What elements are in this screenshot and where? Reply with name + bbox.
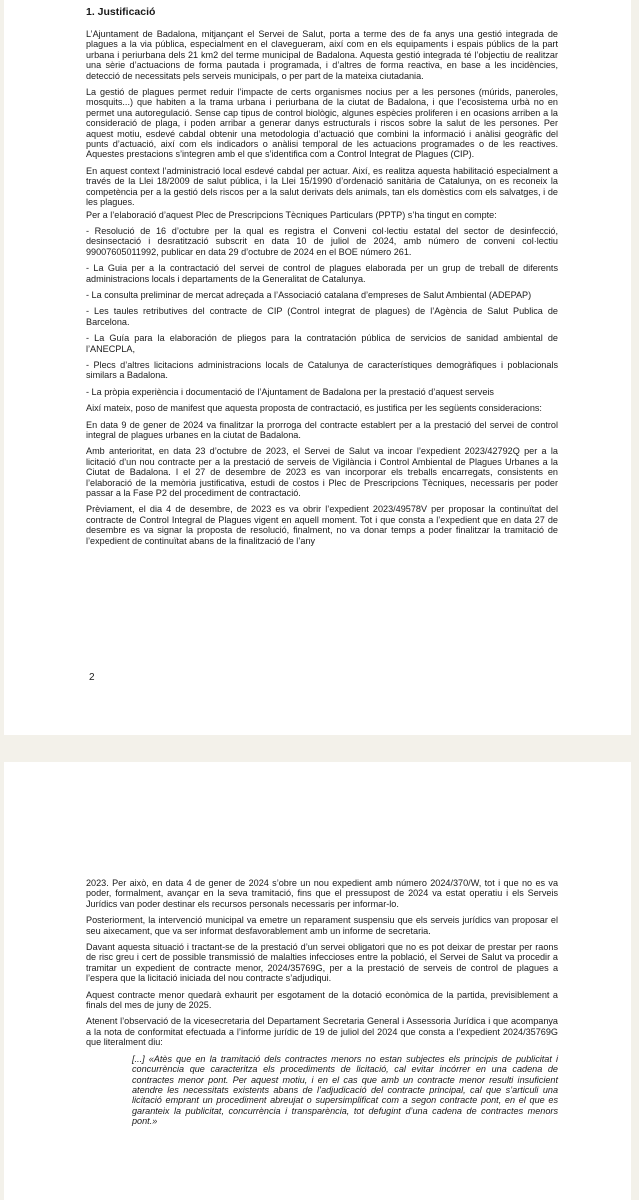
paragraph: Posteriorment, la intervenció municipal va emetre un reparament suspensiu que els serveis jurídics van proposar el seu aixecament, que va ser informat desfavorablement amb un informe de secretaria.	[86, 915, 558, 936]
paragraph: Amb anterioritat, en data 23 d’octubre de 2023, el Servei de Salut va incoar l’expedient 2023/42792Q per a la licitació d’un nou contracte per a la prestació de serveis de Vigilància i Control Ambiental de Plagues Urbanes a la Ciutat de Badalona. I el 27 de desembre de 2023 es van incorporar els treballs encarregats, consistents en l’elaboració de la memòria justificativa, estudi de costos i Plec de Prescripcions Tècniques, necessaris per poder passar a la Fase P2 del procediment de contractació.	[86, 446, 558, 499]
paragraph: Prèviament, el dia 4 de desembre, de 2023 es va obrir l’expedient 2023/49578V per proposar la continuïtat del contracte de Control Integral de Plagues vigent en aquell moment. Tot i que consta a l’expedient que en data 27 de desembre es va signar la proposta de resolució, finalment, no va donar temps a poder finalitzar la tramitació de l’expedient de continuïtat abans de la finalització de l’any	[86, 504, 558, 546]
document-page-1	[4, 0, 631, 735]
paragraph: La gestió de plagues permet reduir l’impacte de certs organismes nocius per a les persones (múrids, paneroles, mosquits...) que habiten a la trama urbana i periurbana de la ciutat de Badalona, i que l’ecosistema urbà no en permet una autoregulació. Sense cap tipus de control biològic, algunes espècies proliferen i en ocasions arriben a la consideració de plaga, i poden arribar a generar danys estructurals i riscos sobre la salut de les persones. Per aquest motiu, esdevé cabdal obtenir una metodologia d’actuació que combini la informació i anàlisi geogràfic del punts d’actuació, així com els indicadors o anàlisi temporal de les actuacions programades o de les reactives. Aquestes prestacions s’integren amb el que s’identifica com a Control Integrat de Plagues (CIP).	[86, 87, 558, 160]
paragraph: L’Ajuntament de Badalona, mitjançant el Servei de Salut, porta a terme des de fa anys una gestió integrada de plagues a la via pública, especialment en el clavegueram, així com en els equipaments i espais públics de la part urbana i periurbana dels 21 km2 del terme municipal de Badalona. Aquesta gestió integrada té l’objectiu de realitzar una sèrie d’actuacions de forma pautada i programada, i d’altres de forma reactiva, en base a les incidències, detecció de necessitats pels serveis municipals, o per part de la mateixa ciutadania.	[86, 29, 558, 81]
list-item: - La consulta preliminar de mercat adreçada a l’Associació catalana d’empreses de Salut Ambiental (ADEPAP)	[86, 289, 532, 300]
page-1-content	[86, 6, 558, 552]
paragraph: Així mateix, poso de manifest que aquesta proposta de contractació, es justifica per les següents consideracions:	[86, 403, 542, 414]
document-page-2	[4, 762, 631, 1200]
page-2-content	[86, 878, 558, 1127]
list-item: - La Guia per a la contractació del servei de control de plagues elaborada per un grup de treball de diferents administracions locals i departaments de la Generalitat de Catalunya.	[86, 263, 558, 284]
list-item: - Les taules retributives del contracte de CIP (Control integrat de plagues) de l’Agència de Salut Publica de Barcelona.	[86, 306, 558, 327]
paragraph: Aquest contracte menor quedarà exhaurit per esgotament de la dotació econòmica de la partida, previsiblement a finals del mes de juny de 2025.	[86, 989, 558, 1011]
list-item: - Plecs d’altres licitacions administracions locals de Catalunya de característiques demogràfiques i poblacionals similars a Badalona.	[86, 359, 558, 381]
paragraph: Atenent l’observació de la vicesecretaria del Departament Secretaria General i Assessoria Jurídica i que acompanya a la nota de conformitat efectuada a l’informe jurídic de 19 de juliol del 2024 que consta a l’expedient 2024/35769G que literalment diu:	[86, 1016, 558, 1048]
page-number: 2	[89, 672, 95, 683]
paragraph: Per a l’elaboració d’aquest Plec de Prescripcions Tècniques Particulars (PPTP) s’ha tingut en compte:	[86, 209, 497, 220]
list-item: - La pròpia experiència i documentació de l’Ajuntament de Badalona per la prestació d’aquest serveis	[86, 386, 494, 397]
paragraph: Davant aquesta situació i tractant-se de la prestació d’un servei obligatori que no es pot deixar de prestar per raons de risc greu i cert de possible transmissió de malalties infeccioses entre la població, el Servei de Salut va procedir a tramitar un expedient de contracte menor, 2024/35769G, per a la prestació de serveis de control de plagues a l’espera que la licitació iniciada del nou contracte s’adjudiqui.	[86, 942, 558, 984]
paragraph: 2023. Per això, en data 4 de gener de 2024 s’obre un nou expedient amb número 2024/370/W, tot i que no es va poder, formalment, avançar en la seva tramitació, fins que el pressupost de 2024 va estat operatiu i els Serveis Jurídics van poder destinar els recursos personals necessaris per informar-lo.	[86, 878, 558, 909]
list-item: - Resolució de 16 d’octubre per la qual es registra el Conveni col·lectiu estatal del sector de desinfecció, desinsectació i desratització subscrit en data 10 de juliol de 2024, amb número de conveni col·lectiu 99007605011992, publicar en data 29 d’octubre de 2024 en el BOE número 261.	[86, 225, 558, 257]
paragraph: En aquest context l’administració local esdevé cabdal per actuar. Així, es realitza aquesta habilitació especialment a través de la Llei 18/2009 de salut pública, i la Llei 15/1990 d’ordenació sanitària de Catalunya, on es reconeix la competència per a la gestió dels riscos per a la salut derivats dels animals, tan els domèstics com els salvatges, i de les plagues.	[86, 165, 558, 208]
legal-quote: [...] «Atès que en la tramitació dels contractes menors no estan subjectes els principis de publicitat i concurrència que caracteritza els procediments de licitació, cal evitar incórrer en una cadena de contractes menor pont. Per aquest motiu, i en el cas que amb un contracte menor resulti insuficient atendre les necessitats existents abans de l’adjudicació del contracte principal, cal que s’articuli una licitació emprant un procediment abreujat o supersimplificat com a segon contracte pont, en el que es garanteix la publicitat, concurrència i transparència, tot defugint d’una cadena de contractes menors pont.»	[132, 1053, 558, 1127]
list-item: - La Guía para la elaboración de pliegos para la contratación pública de servicios de sanidad ambiental de l’ANECPLA,	[86, 333, 558, 354]
section-heading: 1. Justificació	[86, 6, 156, 18]
paragraph: En data 9 de gener de 2024 va finalitzar la prorroga del contracte establert per a la prestació del servei de control integral de plagues urbanes en la ciutat de Badalona.	[86, 419, 558, 440]
